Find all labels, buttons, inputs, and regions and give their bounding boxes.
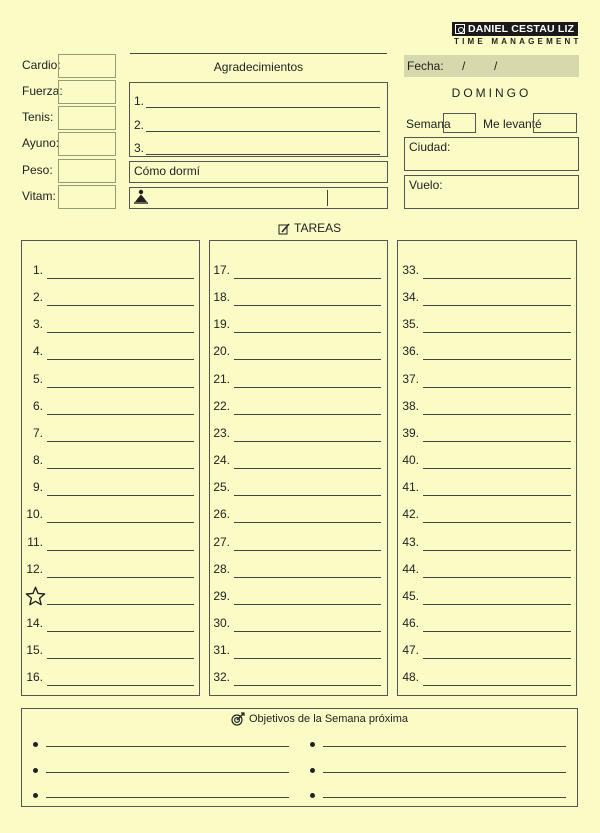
habit-label: Fuerza: <box>22 84 63 98</box>
week-label: Semana <box>406 117 451 131</box>
task-number: 3. <box>32 317 43 332</box>
task-line[interactable] <box>47 685 194 686</box>
objective-bullet <box>33 742 38 747</box>
task-line[interactable] <box>47 414 194 415</box>
task-number: 10. <box>26 507 43 522</box>
objective-bullet <box>33 768 38 773</box>
objective-line[interactable] <box>323 746 566 747</box>
task-row[interactable] <box>402 480 571 496</box>
task-number: 47. <box>402 643 419 658</box>
task-line[interactable] <box>423 658 571 659</box>
task-line[interactable] <box>423 414 571 415</box>
task-row[interactable] <box>402 588 571 605</box>
task-line[interactable] <box>47 550 194 551</box>
brand-name: DANIEL CESTAU LIZ <box>468 23 575 35</box>
task-row[interactable] <box>402 643 571 659</box>
task-line[interactable] <box>234 685 381 686</box>
task-line[interactable] <box>234 305 381 306</box>
gratitude-item-number: 1. <box>134 94 145 108</box>
task-line[interactable] <box>47 658 194 659</box>
task-row[interactable] <box>213 425 381 442</box>
task-line[interactable] <box>47 468 194 469</box>
task-row[interactable] <box>402 263 571 279</box>
woke-up-label: Me levanté <box>483 117 542 131</box>
task-line[interactable] <box>423 278 571 279</box>
task-number: 4. <box>32 344 43 359</box>
task-number: 2. <box>32 290 43 305</box>
task-line[interactable] <box>234 441 381 442</box>
task-row[interactable] <box>402 615 571 632</box>
star-icon <box>25 586 46 611</box>
task-row[interactable] <box>402 453 571 469</box>
task-row[interactable] <box>402 507 571 523</box>
task-line[interactable] <box>423 468 571 469</box>
habit-input[interactable] <box>58 106 116 130</box>
task-number: 26. <box>213 507 230 522</box>
task-row[interactable] <box>213 670 381 686</box>
task-row[interactable] <box>32 453 194 469</box>
task-line[interactable] <box>234 359 381 360</box>
task-row[interactable] <box>213 453 381 469</box>
task-number: 29. <box>213 588 230 603</box>
date-label: Fecha: <box>407 59 444 73</box>
objective-line[interactable] <box>323 797 566 798</box>
task-row[interactable] <box>402 344 571 360</box>
task-row[interactable] <box>32 398 194 415</box>
task-number: 39. <box>402 425 419 440</box>
task-number: 24. <box>213 453 230 468</box>
task-number: 27. <box>213 534 230 549</box>
sleep-label: Cómo dormí <box>134 164 201 178</box>
task-line[interactable] <box>423 387 571 388</box>
task-row[interactable] <box>213 263 381 279</box>
task-row[interactable] <box>213 290 381 306</box>
task-number: 35. <box>402 317 419 332</box>
task-number: 5. <box>32 371 43 386</box>
task-row[interactable] <box>26 507 194 523</box>
flight-label: Vuelo: <box>409 178 443 192</box>
tasks-title: TAREAS <box>294 221 342 235</box>
task-row[interactable] <box>402 425 571 442</box>
objective-bullet <box>33 793 38 798</box>
task-row[interactable] <box>32 317 194 333</box>
task-row[interactable] <box>402 290 571 306</box>
task-row[interactable] <box>402 534 571 551</box>
task-row[interactable] <box>47 589 194 605</box>
task-line[interactable] <box>47 495 194 496</box>
task-row[interactable] <box>26 670 194 686</box>
task-line[interactable] <box>423 604 571 605</box>
task-number: 36. <box>402 344 419 359</box>
task-number: 40. <box>402 453 419 468</box>
task-line[interactable] <box>423 495 571 496</box>
task-number: 15. <box>26 643 43 658</box>
task-row[interactable] <box>213 317 381 333</box>
brand-subtitle: TIME MANAGEMENT <box>454 37 582 46</box>
task-row[interactable] <box>32 263 194 279</box>
task-line[interactable] <box>234 495 381 496</box>
task-row[interactable] <box>402 317 571 333</box>
habit-input[interactable] <box>58 159 116 183</box>
task-row[interactable] <box>213 615 381 632</box>
task-number: 34. <box>402 290 419 305</box>
task-line[interactable] <box>234 631 381 632</box>
task-number: 33. <box>402 263 419 277</box>
gratitude-item-number: 3. <box>134 141 145 155</box>
target-icon <box>231 712 245 731</box>
task-number: 11. <box>27 534 43 549</box>
task-row[interactable] <box>213 371 381 388</box>
task-row[interactable] <box>26 643 194 659</box>
task-number: 32. <box>213 670 230 685</box>
task-line[interactable] <box>423 359 571 360</box>
task-number: 8. <box>32 453 43 468</box>
gratitude-title: Agradecimientos <box>213 60 304 74</box>
task-line[interactable] <box>47 332 194 333</box>
task-line[interactable] <box>234 332 381 333</box>
task-number: 45. <box>402 588 419 603</box>
task-number: 6. <box>32 398 43 413</box>
task-line[interactable] <box>47 631 194 632</box>
task-row[interactable] <box>213 480 381 496</box>
task-line[interactable] <box>234 387 381 388</box>
task-number: 42. <box>402 507 419 522</box>
task-row[interactable] <box>32 425 194 442</box>
task-number: 12. <box>26 561 43 576</box>
task-row[interactable] <box>32 480 194 496</box>
habit-input[interactable] <box>58 132 116 156</box>
task-line[interactable] <box>47 522 194 523</box>
task-number: 9. <box>32 480 43 495</box>
objective-bullet <box>310 793 315 798</box>
task-row[interactable] <box>213 588 381 605</box>
habit-label: Tenis: <box>22 110 54 124</box>
habit-label: Vitam: <box>22 189 56 203</box>
task-number: 18. <box>213 290 230 305</box>
task-number: 7. <box>32 425 43 440</box>
habit-input[interactable] <box>58 185 116 209</box>
task-number: 48. <box>402 670 419 685</box>
task-row[interactable] <box>402 398 571 415</box>
task-line[interactable] <box>234 658 381 659</box>
date-separator-2: / <box>494 59 498 73</box>
task-row[interactable] <box>402 561 571 578</box>
task-number: 23. <box>213 425 230 440</box>
habit-input[interactable] <box>58 54 116 78</box>
task-line[interactable] <box>234 414 381 415</box>
task-row[interactable] <box>213 643 381 659</box>
objective-line[interactable] <box>323 772 566 773</box>
task-row[interactable] <box>213 507 381 523</box>
task-line[interactable] <box>423 332 571 333</box>
task-number: 46. <box>402 615 419 630</box>
task-line[interactable] <box>47 441 194 442</box>
task-row[interactable] <box>213 344 381 360</box>
task-line[interactable] <box>47 604 194 605</box>
gratitude-item-number: 2. <box>134 118 145 132</box>
task-row[interactable] <box>26 561 194 578</box>
task-line[interactable] <box>47 577 194 578</box>
task-number: 14. <box>26 615 43 630</box>
task-line[interactable] <box>47 387 194 388</box>
task-line[interactable] <box>423 441 571 442</box>
task-line[interactable] <box>423 522 571 523</box>
task-number: 30. <box>213 615 230 630</box>
task-row[interactable] <box>32 344 194 360</box>
meditation-box[interactable] <box>129 187 388 209</box>
task-number: 28. <box>213 561 230 576</box>
task-row[interactable] <box>32 371 194 388</box>
city-label: Ciudad: <box>409 140 451 154</box>
task-number: 20. <box>213 344 230 359</box>
meditation-divider <box>327 190 328 206</box>
gratitude-top-rule <box>130 53 387 54</box>
gratitude-item-line[interactable] <box>146 131 380 132</box>
task-row[interactable] <box>402 670 571 686</box>
habit-label: Cardio: <box>22 58 61 72</box>
task-row[interactable] <box>26 615 194 632</box>
gratitude-box <box>129 82 388 157</box>
task-number: 16. <box>26 670 43 685</box>
task-row[interactable] <box>213 398 381 415</box>
task-number: 43. <box>402 534 419 549</box>
habit-label: Ayuno: <box>22 136 60 150</box>
task-line[interactable] <box>423 631 571 632</box>
date-separator-1: / <box>462 59 466 73</box>
woke-up-input[interactable] <box>533 113 577 133</box>
task-line[interactable] <box>234 468 381 469</box>
gratitude-item-line[interactable] <box>146 107 380 108</box>
task-line[interactable] <box>423 305 571 306</box>
objective-line[interactable] <box>46 746 289 747</box>
task-line[interactable] <box>423 550 571 551</box>
task-line[interactable] <box>47 278 194 279</box>
task-number: 19. <box>213 317 230 332</box>
habit-label: Peso: <box>22 163 53 177</box>
task-number: 25. <box>213 480 230 495</box>
gratitude-item-line[interactable] <box>146 154 380 155</box>
task-line[interactable] <box>234 550 381 551</box>
task-line[interactable] <box>423 685 571 686</box>
clock-icon <box>455 24 465 34</box>
task-line[interactable] <box>234 278 381 279</box>
task-number: 17. <box>213 263 230 277</box>
task-line[interactable] <box>234 577 381 578</box>
objective-bullet <box>310 742 315 747</box>
objective-bullet <box>310 768 315 773</box>
day-name: DOMINGO <box>451 86 532 100</box>
task-line[interactable] <box>47 359 194 360</box>
objective-line[interactable] <box>46 797 289 798</box>
task-number: 22. <box>213 398 230 413</box>
task-number: 37. <box>402 371 419 386</box>
task-number: 41. <box>402 480 419 495</box>
task-row[interactable] <box>32 290 194 306</box>
task-line[interactable] <box>47 305 194 306</box>
task-row[interactable] <box>213 534 381 551</box>
task-number: 44. <box>402 561 419 576</box>
task-row[interactable] <box>213 561 381 578</box>
task-line[interactable] <box>423 577 571 578</box>
objective-line[interactable] <box>46 772 289 773</box>
meditation-icon <box>133 189 149 210</box>
task-row[interactable] <box>402 371 571 388</box>
habit-input[interactable] <box>58 80 116 104</box>
task-line[interactable] <box>234 522 381 523</box>
task-line[interactable] <box>234 604 381 605</box>
week-input[interactable] <box>443 113 476 133</box>
task-number: 31. <box>213 643 230 658</box>
task-number: 21. <box>213 371 230 386</box>
objectives-title: Objetivos de la Semana próxima <box>249 713 408 725</box>
brand-logo <box>452 22 578 36</box>
task-number: 38. <box>402 398 419 413</box>
task-row[interactable] <box>27 534 194 551</box>
task-number: 1. <box>32 263 43 277</box>
pencil-icon <box>278 222 290 240</box>
